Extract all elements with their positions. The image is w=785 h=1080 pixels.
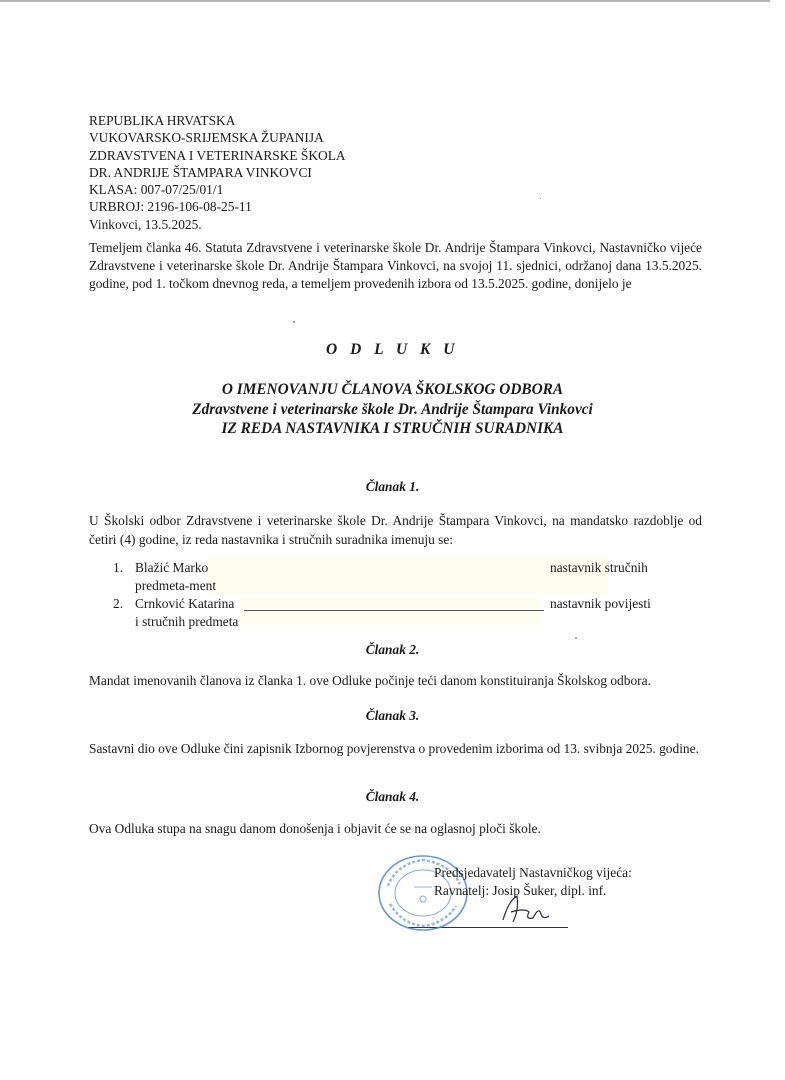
- header-line-school: ZDRAVSTVENA I VETERINARSKE ŠKOLA: [89, 147, 346, 163]
- article-3-text: Sastavni dio ove Odluke čini zapisnik Izbornog povjerenstva o provedenim izborima od 13. svibnja 2025. godine.: [89, 741, 699, 756]
- redaction-block: [240, 597, 540, 625]
- scan-speck: [540, 198, 541, 199]
- header-line-school-name: DR. ANDRIJE ŠTAMPARA VINKOVCI: [89, 164, 312, 180]
- article-2-heading: Članak 2.: [365, 642, 420, 657]
- article-1-heading: Članak 1.: [365, 479, 420, 494]
- redaction-block: [208, 556, 608, 594]
- scan-top-edge: [0, 0, 770, 2]
- decision-title: O D L U K U: [326, 341, 459, 358]
- member-1-name: Blažić Marko: [135, 560, 209, 575]
- member-2-number: 2.: [113, 596, 124, 611]
- signature-title: Predsjedavatelj Nastavničkog vijeća:: [434, 865, 632, 880]
- header-line-urbroj: URBROJ: 2196-106-08-25-11: [89, 199, 252, 215]
- scan-speck: [293, 321, 295, 323]
- subtitle-line-2: Zdravstvene i veterinarske škole Dr. Andrije Štampara Vinkovci: [192, 400, 593, 418]
- intro-paragraph: Temeljem članka 46. Statuta Zdravstvene i veterinarske škole Dr. Andrije Štampara Vinkovci, Nastavničko vijeće Zdravstvene i veterinarske škole Dr. Andrije Štampara Vinkovci, na svojoj 11. sjednici, održanoj dana 13.5.2025. godine, pod 1. točkom dnevnog reda, a temeljem provedenih izbora od 13.5.2025. godine, donijelo je: [89, 240, 702, 291]
- name-underline: [244, 610, 544, 611]
- member-2-name: Crnković Katarina: [135, 596, 235, 611]
- decision-subtitle: [0, 380, 785, 439]
- member-2-role: nastavnik povijesti: [550, 596, 651, 611]
- header-line-county: VUKOVARSKO-SRIJEMSKA ŽUPANIJA: [89, 130, 324, 146]
- subtitle-line-1: O IMENOVANJU ČLANOVA ŠKOLSKOG ODBORA: [221, 381, 564, 398]
- article-4-heading: Članak 4.: [365, 789, 420, 804]
- letterhead: [89, 112, 346, 233]
- signature-name: Ravnatelj: Josip Šuker, dipl. inf.: [434, 883, 607, 898]
- subtitle-line-3: IZ REDA NASTAVNIKA I STRUČNIH SURADNIKA: [221, 420, 564, 437]
- member-1-role-continuation: predmeta-ment: [135, 578, 217, 593]
- member-2-role-continuation: i stručnih predmeta: [135, 614, 239, 629]
- article-4-text: Ova Odluka stupa na snagu danom donošenja i objavit će se na oglasnoj ploči škole.: [89, 821, 541, 836]
- handwritten-signature: [495, 890, 555, 930]
- header-line-country: REPUBLIKA HRVATSKA: [89, 113, 236, 128]
- article-3-heading: Članak 3.: [365, 708, 420, 723]
- header-line-klasa: KLASA: 007-07/25/01/1: [89, 182, 224, 198]
- member-1-number: 1.: [113, 560, 124, 575]
- scan-speck: [575, 637, 577, 639]
- article-2-text: Mandat imenovanih članova iz članka 1. ove Odluke počinje teći danom konstituiranja Školskog odbora.: [89, 673, 651, 688]
- article-1-text: U Školski odbor Zdravstvene i veterinarske škole Dr. Andrije Štampara Vinkovci, na mandatsko razdoblje od četiri (4) godine, iz reda nastavnika i stručnih suradnika imenuju se:: [89, 513, 702, 547]
- header-line-date: Vinkovci, 13.5.2025.: [89, 216, 202, 232]
- member-1-role: nastavnik stručnih: [550, 560, 648, 575]
